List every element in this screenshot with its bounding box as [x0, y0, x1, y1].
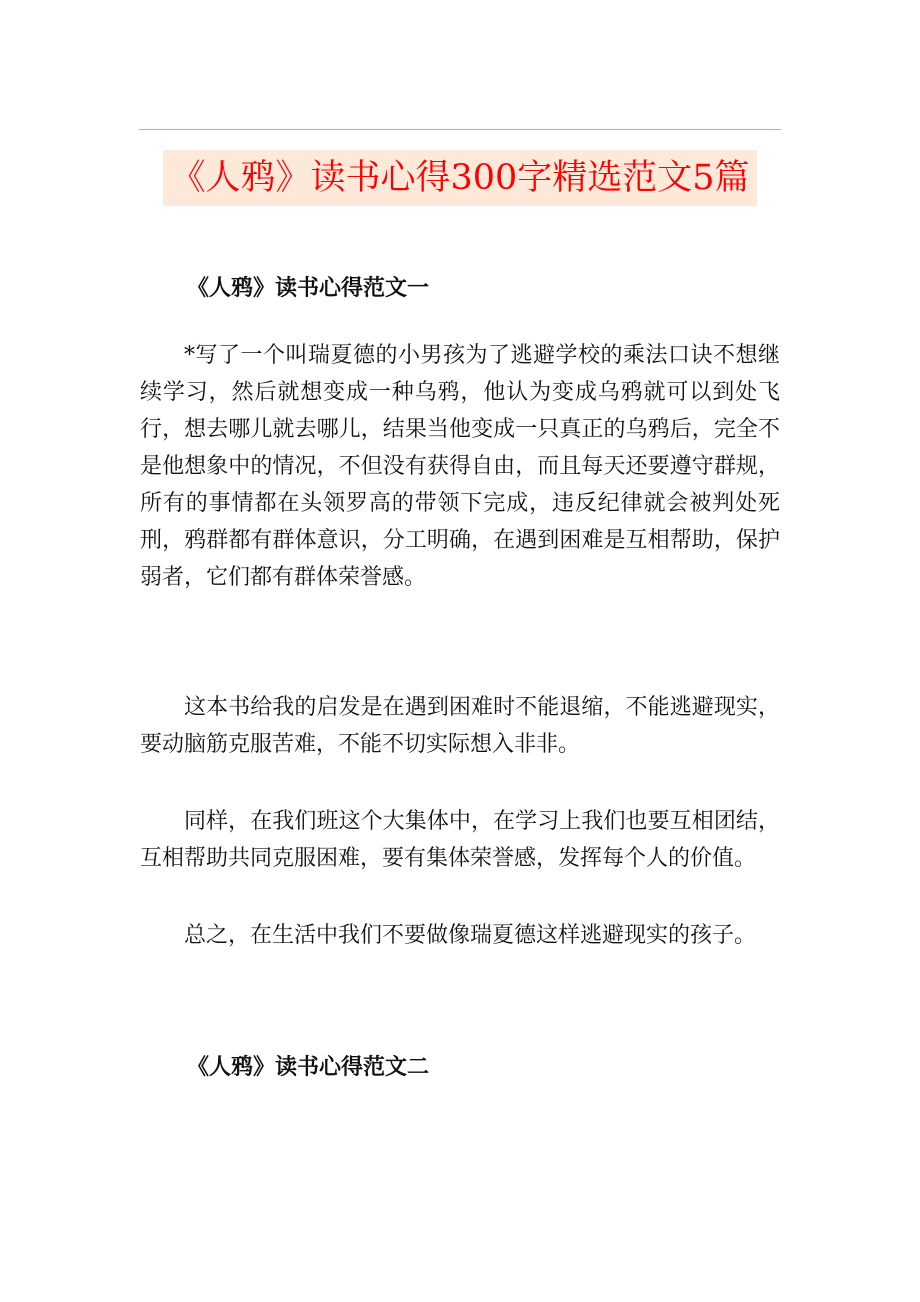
paragraph-1: *写了一个叫瑞夏德的小男孩为了逃避学校的乘法口诀不想继续学习，然后就想变成一种乌鸦，他认为变成乌鸦就可以到处飞行，想去哪儿就去哪儿，结果当他变成一只真正的乌鸦后，完全不是他想象中的情况，不但没有获得自由，而且每天还要遵守群规，所有的事情都在头领罗高的带领下完成，违反纪律就会被判处死刑，鸦群都有群体意识，分工明确，在遇到困难是互相帮助，保护弱者，它们都有群体荣誉感。	[140, 343, 780, 590]
document-title: 《人鸦》读书心得300字精选范文5篇	[170, 158, 750, 198]
paragraph-2: 这本书给我的启发是在遇到困难时不能退缩，不能逃避现实，要动脑筋克服苦难，不能不切实际想入非非。	[140, 695, 780, 757]
paragraph-4: 总之，在生活中我们不要做像瑞夏德这样逃避现实的孩子。	[184, 923, 757, 948]
paragraph-3: 同样，在我们班这个大集体中，在学习上我们也要互相团结，互相帮助共同克服困难，要有集体荣誉感，发挥每个人的价值。	[140, 809, 780, 871]
section-heading-1: 《人鸦》读书心得范文一	[187, 275, 430, 301]
section-heading-2: 《人鸦》读书心得范文二	[187, 1054, 430, 1080]
top-divider	[139, 129, 781, 130]
